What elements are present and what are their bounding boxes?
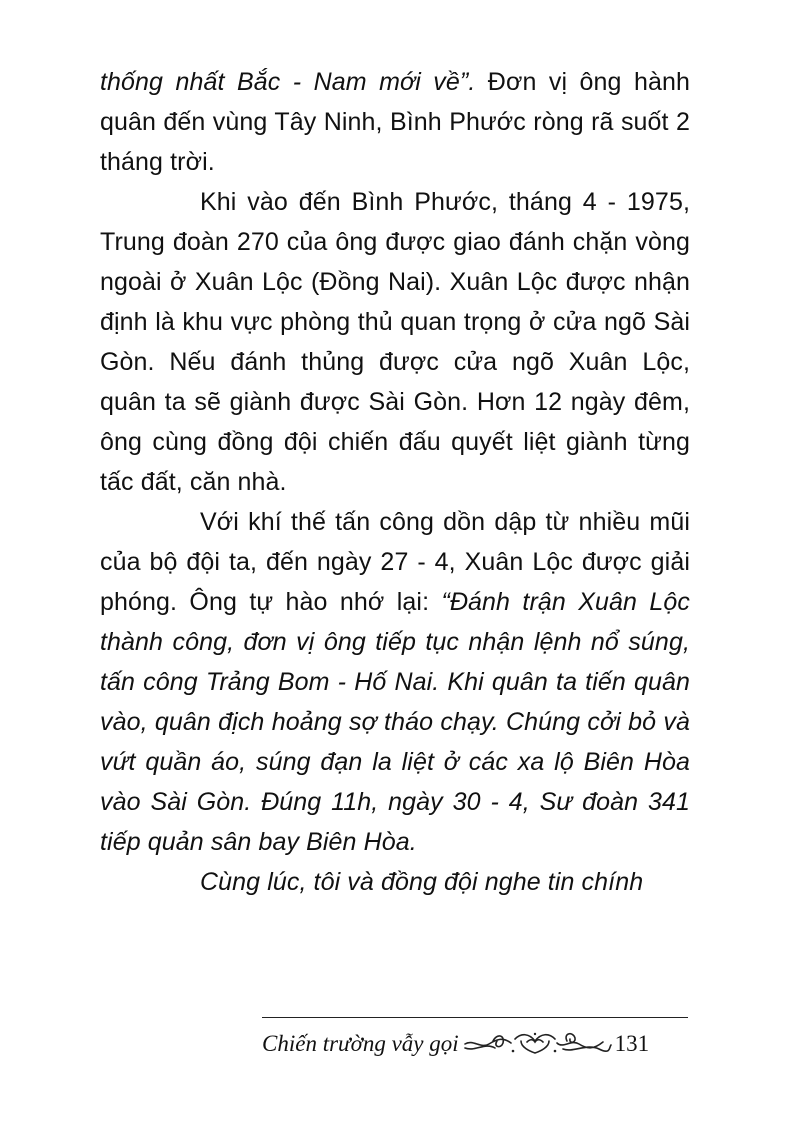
paragraph-2 [100, 182, 690, 502]
paragraph-3 [100, 502, 690, 862]
text-run: Cùng lúc, tôi và đồng đội nghe tin chính [200, 868, 644, 896]
footer-divider [262, 1017, 688, 1018]
text-run: Với khí thế tấn công dồn dập từ nhiều mũi của bộ đội ta, đến ngày 27 - 4, Xuân Lộc được giải phóng. Ông tự hào nhớ lại: [100, 508, 690, 616]
book-title: Chiến trường vẫy gọi [262, 1031, 459, 1056]
paragraph-4 [100, 862, 690, 902]
flourish-ornament-icon [463, 1029, 613, 1059]
paragraph-1 [100, 62, 690, 182]
text-run: Khi vào đến Bình Phước, tháng 4 - 1975, Trung đoàn 270 của ông được giao đánh chặn vòng ngoài ở Xuân Lộc (Đồng Nai). Xuân Lộc được nhận định là khu vực phòng thủ quan trọng ở cửa ngõ Sài Gòn. Nếu đánh thủng được cửa ngõ Xuân Lộc, quân ta sẽ giành được Sài Gòn. Hơn 12 ngày đêm, ông cùng đồng đội chiến đấu quyết liệt giành từng tấc đất, căn nhà. [100, 188, 690, 496]
page-footer [262, 1024, 692, 1064]
text-run: “Đánh trận Xuân Lộc thành công, đơn vị ông tiếp tục nhận lệnh nổ súng, tấn công Trảng Bom - Hố Nai. Khi quân ta tiến quân vào, quân địch hoảng sợ tháo chạy. Chúng cởi bỏ và vứt quần áo, súng đạn la liệt ở các xa lộ Biên Hòa vào Sài Gòn. Đúng 11h, ngày 30 - 4, Sư đoàn 341 tiếp quản sân bay Biên Hòa. [100, 588, 690, 856]
page-body [100, 62, 690, 902]
text-run: Đơn vị ông hành quân đến vùng Tây Ninh, Bình Phước ròng rã suốt 2 tháng trời. [100, 68, 690, 176]
page-number: 131 [614, 1031, 650, 1056]
text-run: thống nhất Bắc - Nam mới về”. [100, 68, 476, 96]
